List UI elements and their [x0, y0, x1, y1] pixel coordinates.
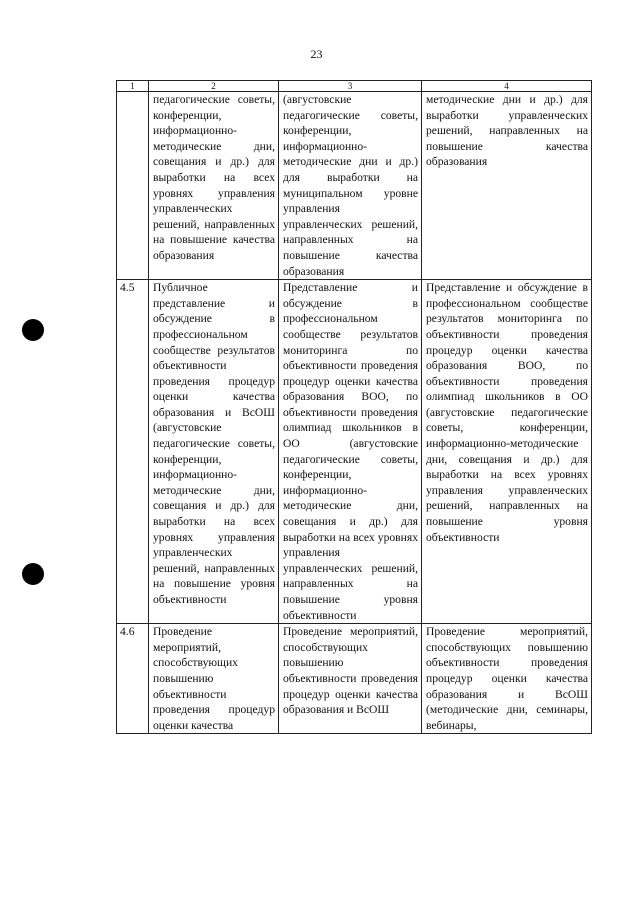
school-level-action: Проведение мероприятий, способствующих повышению объективности проведения процедур оценки качества образования и ВсОШ (методические дни, семинары, вебинары,	[422, 624, 592, 734]
table-header-row	[117, 81, 592, 92]
row-number	[117, 92, 149, 280]
table-row	[117, 624, 592, 734]
header-cell-3: 3	[279, 81, 422, 92]
row-number: 4.6	[117, 624, 149, 734]
table-row	[117, 280, 592, 624]
municipal-level-action: (августовские педагогические советы, конференции, информационно-методические дни и др.) для выработки на муниципальном уровне управления управленческих решений, направленных на повышение качества образования	[279, 92, 422, 280]
row-number: 4.5	[117, 280, 149, 624]
school-level-action: методические дни и др.) для выработки управленческих решений, направленных на повышение качества образования	[422, 92, 592, 280]
measure-description: педагогические советы, конференции, информационно-методические дни, совещания и др.) для выработки на всех уровнях управления управленческих решений, направленных на повышение качества образования	[149, 92, 279, 280]
measures-table	[116, 80, 592, 734]
punch-hole-top	[22, 319, 44, 341]
table-row	[117, 92, 592, 280]
municipal-level-action: Представление и обсуждение в профессиональном сообществе результатов мониторинга по объективности проведения процедур оценки качества образования ВОО, по объективности проведения олимпиад школьников в ОО (августовские педагогические советы, конференции, информационно-методические дни, совещания и др.) для выработки на всех уровнях управления управленческих решений, направленных на повышение уровня объективности	[279, 280, 422, 624]
page-number: 23	[310, 47, 323, 61]
punch-hole-bottom	[22, 563, 44, 585]
header-cell-1: 1	[117, 81, 149, 92]
municipal-level-action: Проведение мероприятий, способствующих повышению объективности проведения процедур оценки качества образования и ВсОШ	[279, 624, 422, 734]
header-cell-4: 4	[422, 81, 592, 92]
school-level-action: Представление и обсуждение в профессиональном сообществе результатов мониторинга по объективности проведения процедур оценки качества образования ВОО, по объективности проведения олимпиад школьников в ОО (августовские педагогические советы, конференции, информационно-методические дни, совещания и др.) для выработки на всех уровнях управления управленческих решений, направленных на повышение уровня объективности	[422, 280, 592, 624]
header-cell-2: 2	[149, 81, 279, 92]
measure-description: Публичное представление и обсуждение в профессиональном сообществе результатов объективности проведения процедур оценки качества образования и ВсОШ (августовские педагогические советы, конференции, информационно-методические дни, совещания и др.) для выработки на всех уровнях управления управленческих решений, направленных на повышение уровня объективности	[149, 280, 279, 624]
measure-description: Проведение мероприятий, способствующих повышению объективности проведения процедур оценки качества	[149, 624, 279, 734]
